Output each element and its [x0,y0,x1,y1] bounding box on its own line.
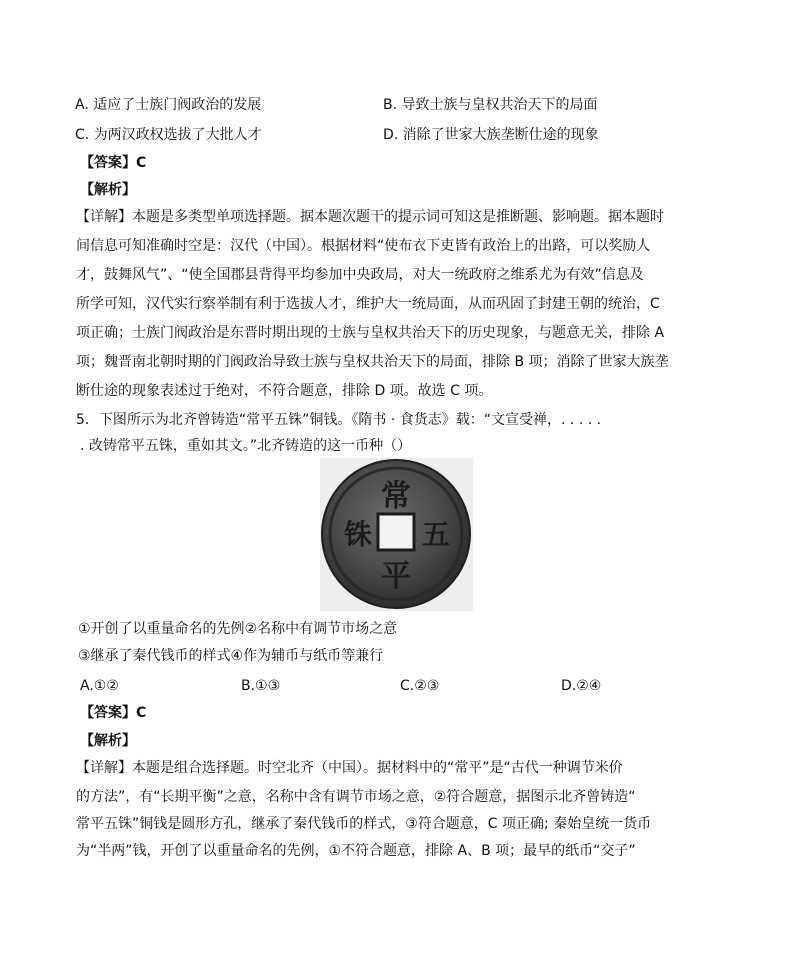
q4-option-d: D. 消除了世家大族垄断仕途的现象 [383,127,599,143]
coin-image [320,458,473,611]
q5-option-a: A.①② [80,678,119,694]
q5-statement-line: ①开创了以重量命名的先例②名称中有调节市场之意 [78,621,398,637]
q5-option-b: B.①③ [241,678,281,694]
q4-option-b: B. 导致士族与皇权共治天下的局面 [383,97,598,113]
q4-analysis-label: 【解析】 [80,182,136,198]
q5-option-c: C.②③ [400,678,440,694]
q4-detail-line: 所学可知，汉代实行察举制有利于选拔人才，维护大一统局面，从而巩固了封建王朝的统治，C [76,296,660,312]
coin-char-bottom: 平 [381,559,411,594]
coin-char-right: 五 [421,518,451,551]
coin-char-left: 铢 [343,518,373,551]
q4-detail-line: 断仕途的现象表述过于绝对，不符合题意，排除 D 项。故选 C 项。 [76,383,493,399]
q4-detail-line: 【详解】本题是多类型单项选择题。据本题次题干的提示词可知这是推断题、影响题。据本题时 [76,209,664,225]
q5-stem-line: . 改铸常平五铢，重如其文。”北齐铸造的这一币种（） [80,438,412,454]
q5-stem-line: 5．下图所示为北齐曾铸造“常平五铢”铜钱。《隋书 · 食货志》载：“文宣受禅，. . . . . [76,412,602,428]
q5-detail-line: 为“半两”钱，开创了以重量命名的先例，①不符合题意，排除 A、B 项；最早的纸币“交子” [76,843,636,859]
q5-statement-line: ③继承了秦代钱币的样式④作为辅币与纸币等兼行 [78,648,384,664]
q5-detail-line: 常平五铢”铜钱是圆形方孔，继承了秦代钱币的样式，③符合题意，C 项正确; 秦始皇统一货币 [76,816,652,832]
coin-char-top: 常 [381,479,411,514]
q4-option-c: C. 为两汉政权选拔了大批人才 [75,127,262,143]
q4-detail-line: 项正确；士族门阀政治是东晋时期出现的士族与皇权共治天下的历史现象，与题意无关，排除 A [76,325,665,341]
q4-option-a: A. 适应了士族门阀政治的发展 [75,97,262,113]
q5-detail-line: 的方法”，有“长期平衡”之意，名称中含有调节市场之意，②符合题意，据图示北齐曾铸造“ [76,789,636,805]
q5-analysis-label: 【解析】 [80,733,136,749]
q5-detail-line: 【详解】本题是组合选择题。时空北齐（中国）。据材料中的“常平”是“古代一种调节米价 [76,760,623,776]
q4-detail-line: 才，鼓舞风气”、“使全国郡县背得平均参加中央政局，对大一统政府之维系尤为有效”信息及 [76,267,644,283]
q4-answer: 【答案】C [80,155,147,171]
q4-detail-line: 间信息可知准确时空是：汉代（中国）。根据材料“使布衣下吏皆有政治上的出路，可以奖励人 [76,238,651,254]
q5-option-d: D.②④ [561,678,602,694]
q4-detail-line: 项；魏晋南北朝时期的门阀政治导致士族与皇权共治天下的局面，排除 B 项；消除了世家大族垄 [76,354,669,370]
q5-answer: 【答案】C [80,705,147,721]
